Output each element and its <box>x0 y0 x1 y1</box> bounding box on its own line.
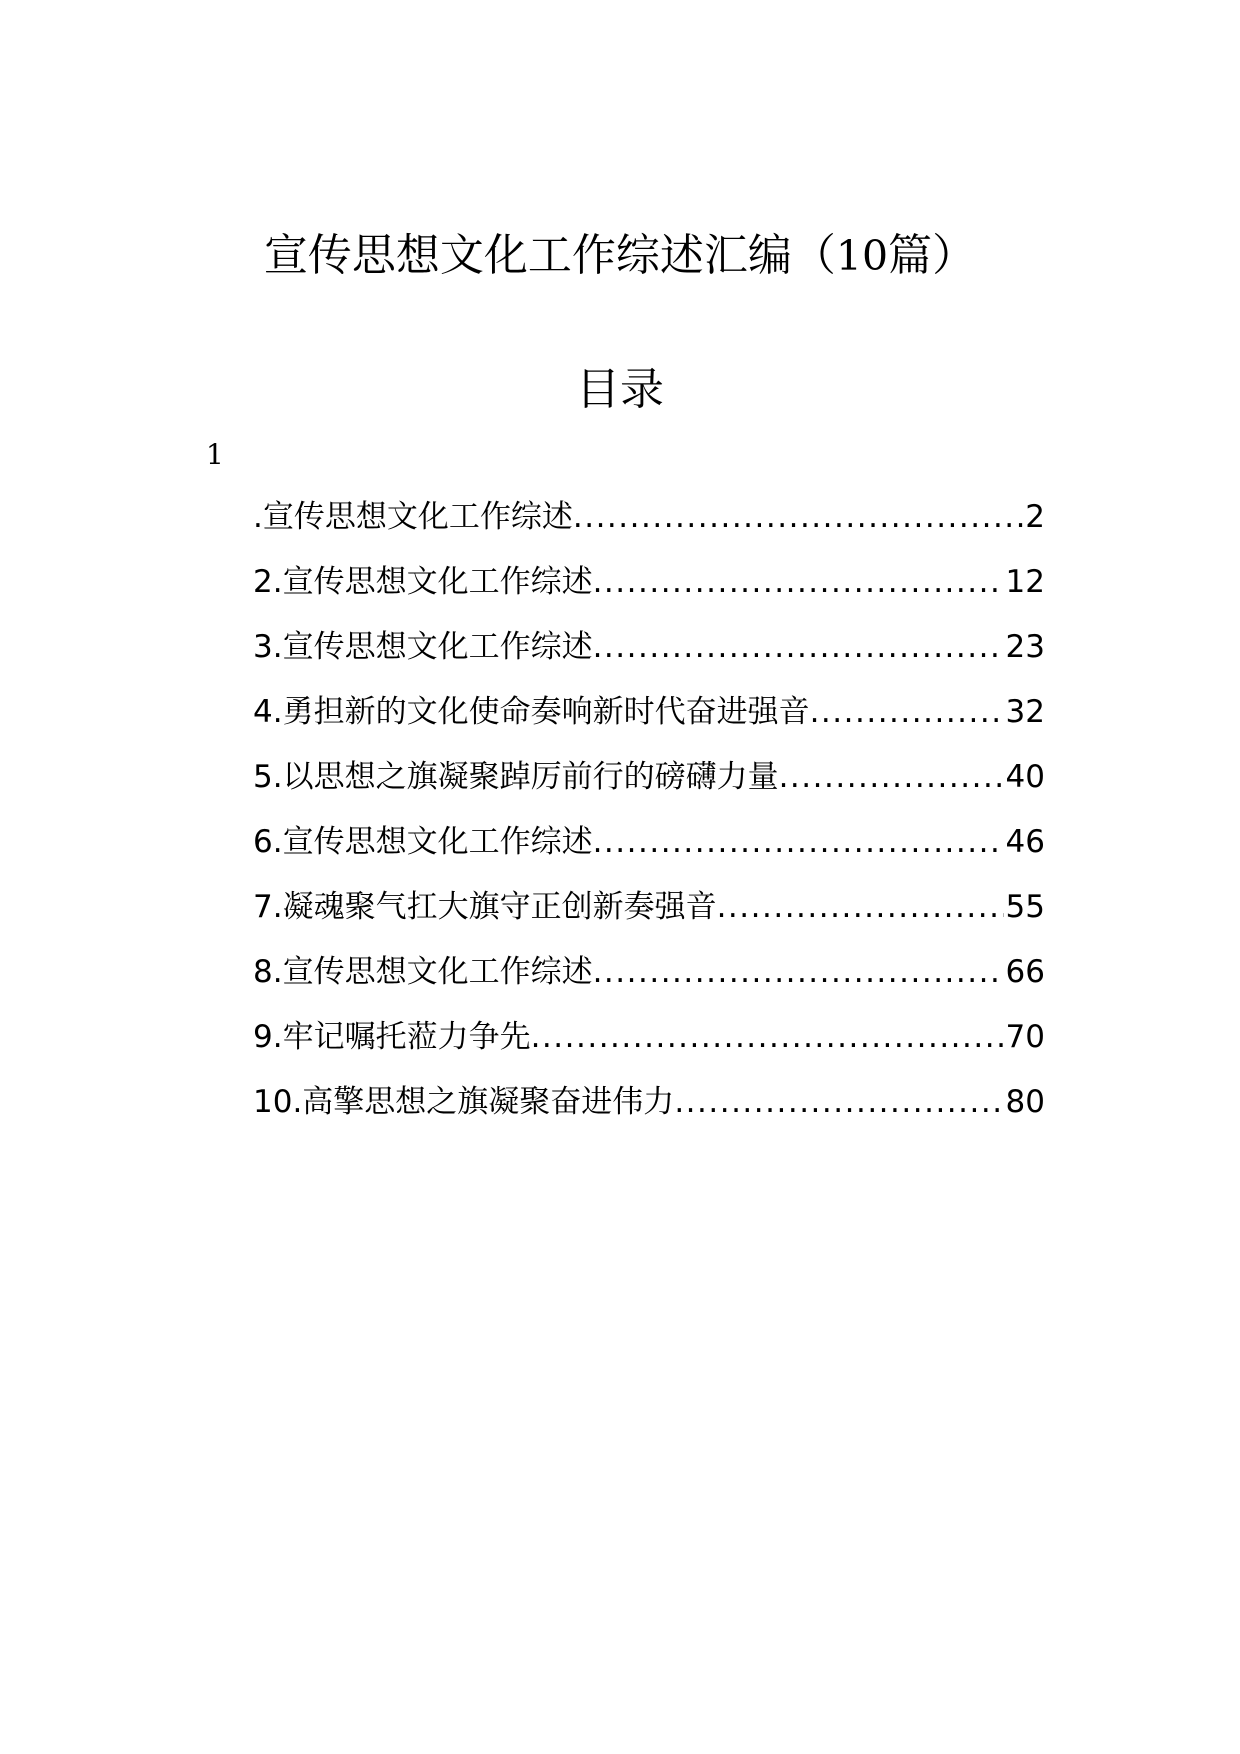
title-open-paren: （ <box>791 230 836 281</box>
toc-leader-dots <box>674 1080 1003 1124</box>
toc-entry-5[interactable] <box>253 755 1045 820</box>
toc-leader-dots <box>593 950 1004 994</box>
toc-entry-page: 12 <box>1005 564 1045 600</box>
toc-entry-title: 5.以思想之旗凝聚踔厉前行的磅礴力量 <box>253 759 779 795</box>
toc-leader-dots <box>779 755 1004 799</box>
toc-entry-6[interactable] <box>253 820 1045 885</box>
title-text: 宣传思想文化工作综述汇编 <box>263 230 792 281</box>
toc-heading: 目录 <box>576 364 664 415</box>
toc-entry-page: 40 <box>1005 759 1045 795</box>
toc-leader-dots <box>573 495 1023 539</box>
toc-entry-page: 2 <box>1025 499 1045 535</box>
toc-entry-title: 10.高擎思想之旗凝聚奋进伟力 <box>253 1084 675 1120</box>
toc-entry-title: 2.宣传思想文化工作综述 <box>253 564 593 600</box>
toc-entry-title: .宣传思想文化工作综述 <box>253 499 573 535</box>
toc-entry-page: 32 <box>1005 694 1045 730</box>
stray-number: 1 <box>206 438 224 471</box>
toc-entry-page: 55 <box>1005 889 1045 925</box>
toc-entry-page: 23 <box>1005 629 1045 665</box>
title-count: 10 <box>835 232 889 280</box>
toc-entry-title: 4.勇担新的文化使命奏响新时代奋进强音 <box>253 694 810 730</box>
toc-leader-dots <box>531 1015 1004 1059</box>
toc-entry-page: 80 <box>1005 1084 1045 1120</box>
toc-entry-7[interactable] <box>253 885 1045 950</box>
toc-entry-title: 7.凝魂聚气扛大旗守正创新奏强音 <box>253 889 717 925</box>
toc-entry-title: 6.宣传思想文化工作综述 <box>253 824 593 860</box>
document-title <box>0 226 1240 286</box>
toc-leader-dots <box>593 820 1004 864</box>
toc-entry-title: 8.宣传思想文化工作综述 <box>253 954 593 990</box>
toc-entry-4[interactable] <box>253 690 1045 755</box>
toc-entry-page: 46 <box>1005 824 1045 860</box>
toc-leader-dots <box>593 625 1004 669</box>
toc-entry-9[interactable] <box>253 1015 1045 1080</box>
table-of-contents <box>253 495 1045 1145</box>
toc-leader-dots <box>810 690 1004 734</box>
toc-leader-dots <box>717 885 1004 929</box>
toc-entry-title: 3.宣传思想文化工作综述 <box>253 629 593 665</box>
toc-entry-title: 9.牢记嘱托蒞力争先 <box>253 1019 531 1055</box>
toc-entry-page: 66 <box>1005 954 1045 990</box>
toc-entry-8[interactable] <box>253 950 1045 1015</box>
toc-entry-10[interactable] <box>253 1080 1045 1145</box>
toc-entry-1[interactable] <box>253 495 1045 560</box>
toc-leader-dots <box>593 560 1004 604</box>
toc-entry-page: 70 <box>1005 1019 1045 1055</box>
toc-entry-3[interactable] <box>253 625 1045 690</box>
toc-entry-2[interactable] <box>253 560 1045 625</box>
title-close-paren: 篇） <box>888 230 977 281</box>
